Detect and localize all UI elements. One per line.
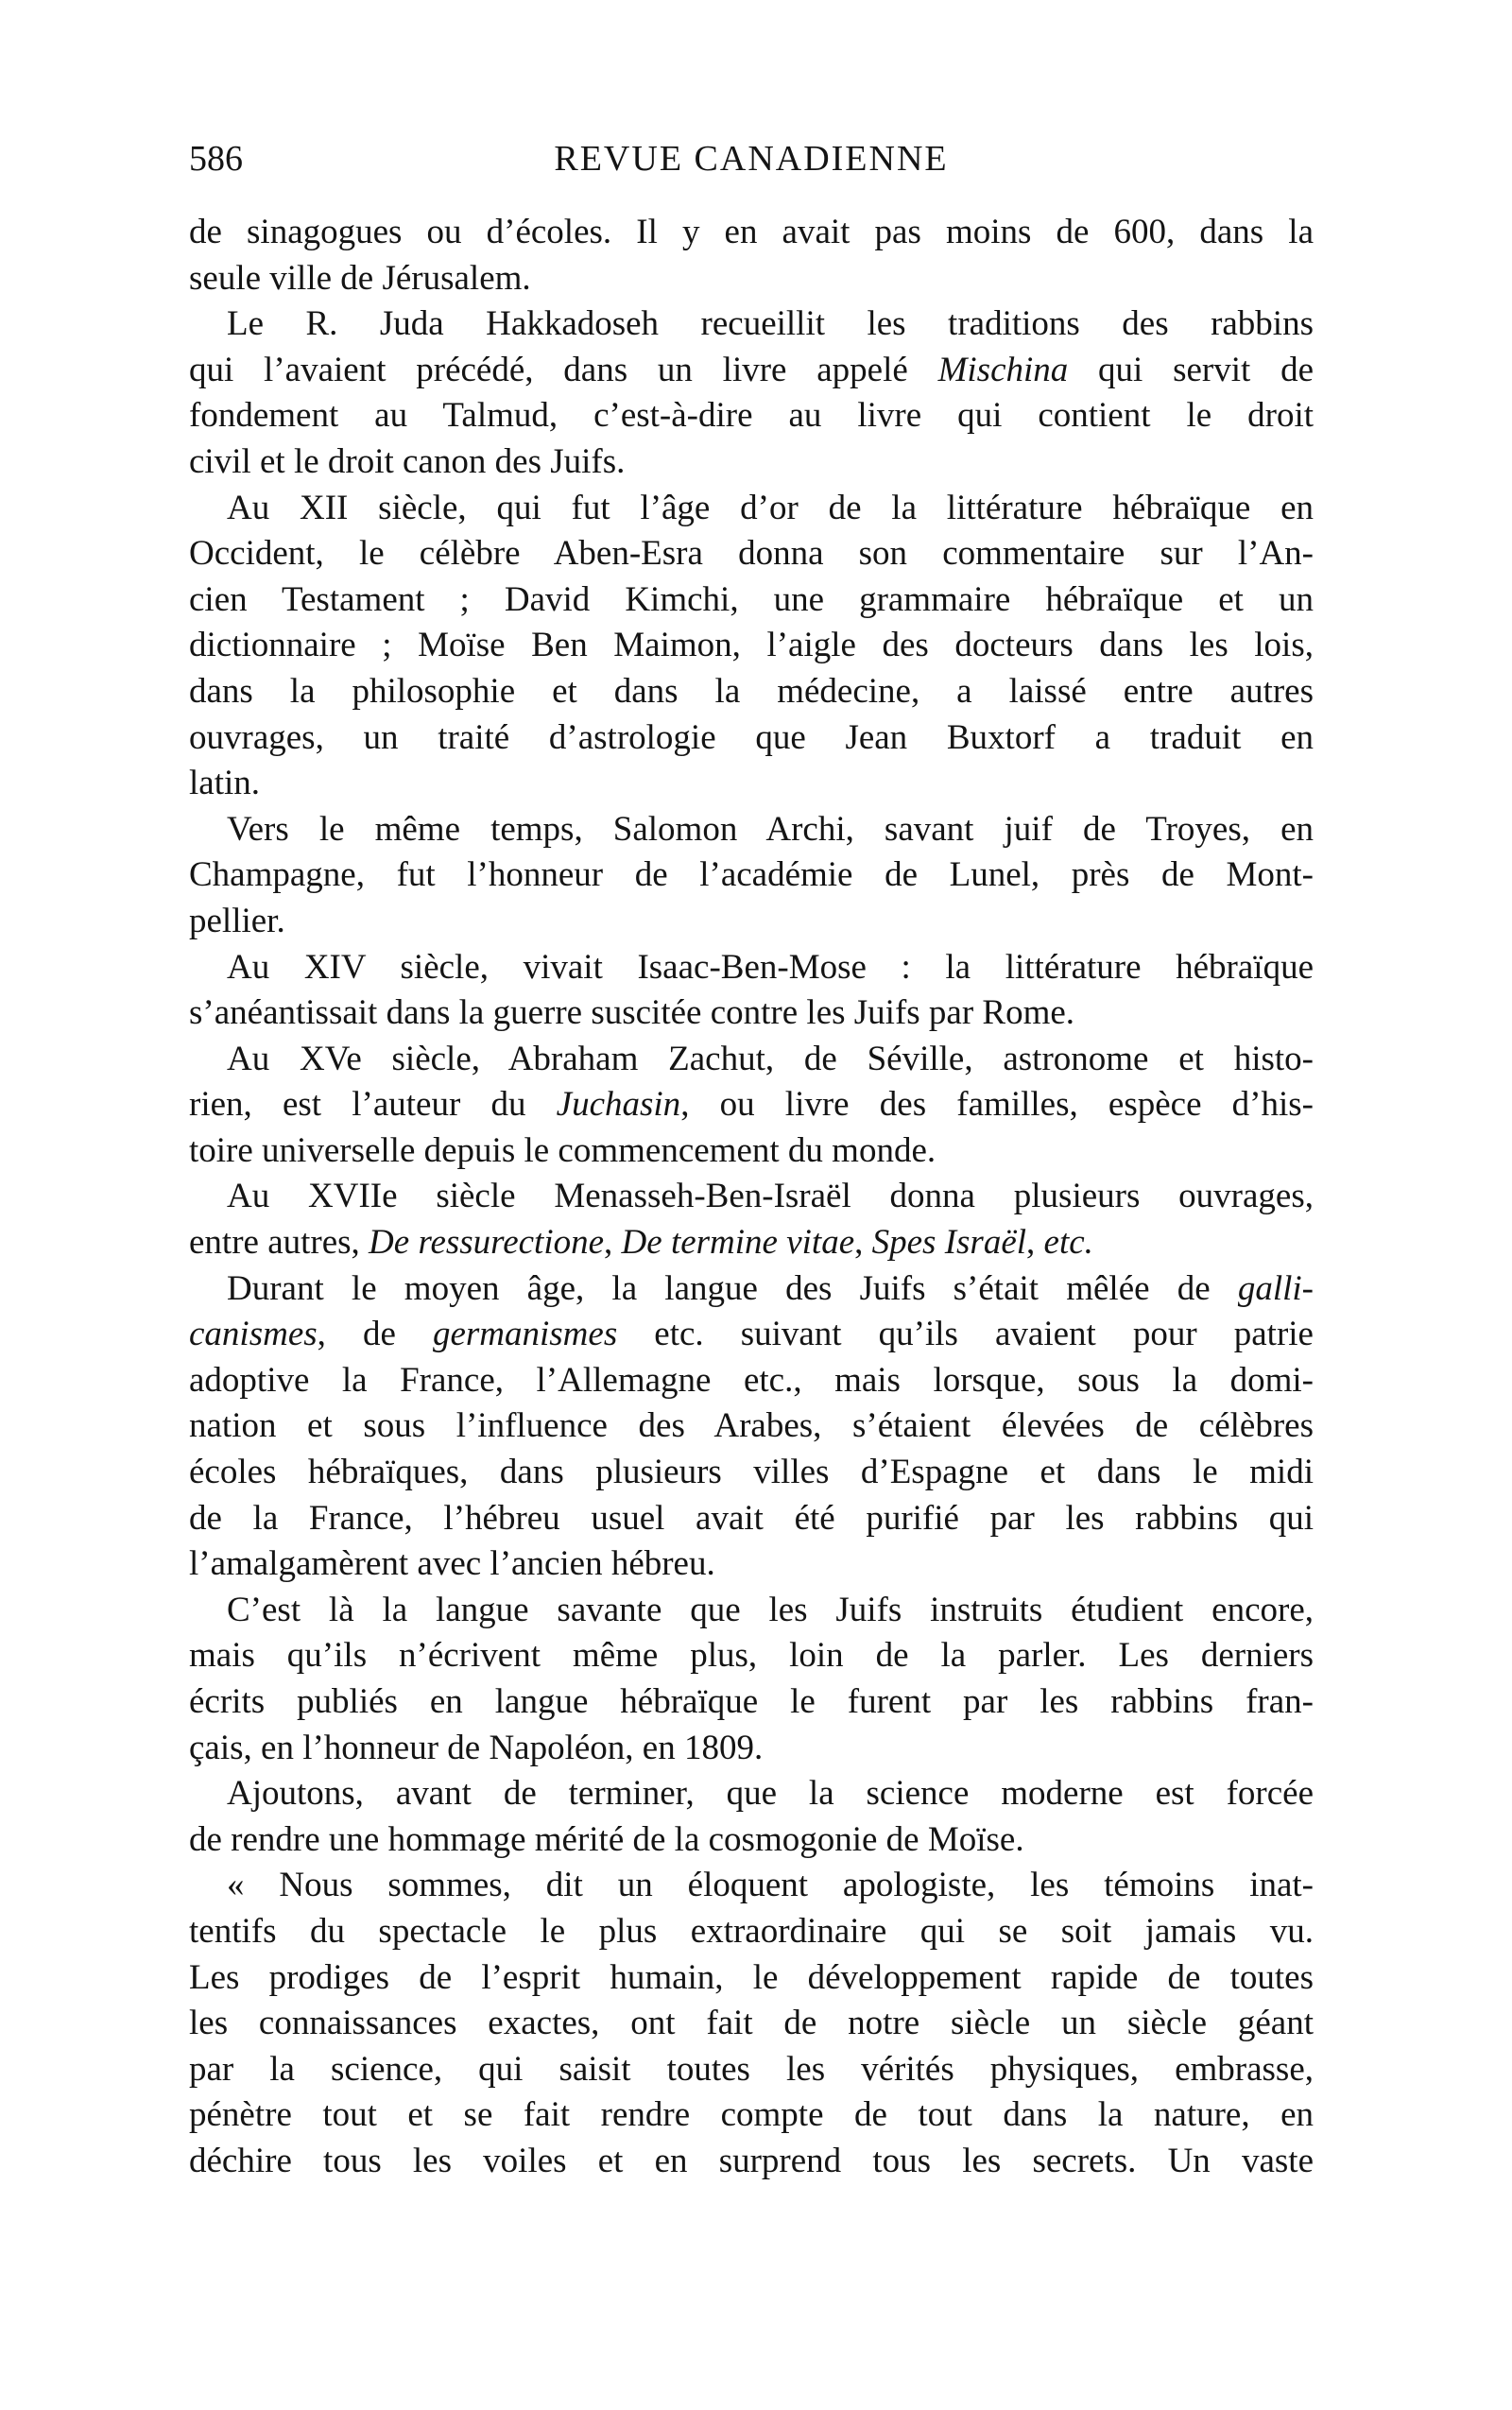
text-segment: Occident, le célèbre Aben-Esra donna son commentaire sur l’An- [189, 534, 1314, 574]
text-segment: de rendre une hommage mérité de la cosmogonie de Moïse. [189, 1819, 1024, 1859]
text-segment: pellier. [189, 901, 285, 940]
text-segment: çais, en l’honneur de Napoléon, en 1809. [189, 1728, 764, 1767]
text-segment: tentifs du spectacle le plus extraordinaire qui se soit jamais vu. [189, 1911, 1314, 1951]
text-line [189, 715, 1314, 762]
text-segment: écoles hébraïques, dans plusieurs villes d’Espagne et dans le midi [189, 1453, 1314, 1492]
italic-title: germanismes [432, 1315, 618, 1354]
text-segment: etc. suivant qu’ils avaient pour patrie [617, 1315, 1314, 1354]
text-line [189, 2047, 1314, 2093]
text-line [189, 1588, 1314, 1634]
text-segment: Le R. Juda Hakkadoseh recueillit les traditions des rabbins [227, 304, 1314, 344]
text-segment: écrits publiés en langue hébraïque le furent par les rabbins fran- [189, 1682, 1314, 1721]
text-line [189, 1312, 1314, 1358]
text-segment: , [604, 1223, 622, 1263]
text-line [189, 807, 1314, 853]
text-line [189, 486, 1314, 532]
text-line [189, 256, 1314, 302]
text-segment: Ajoutons, avant de terminer, que la science moderne est forcée [227, 1774, 1314, 1814]
text-segment: C’est là la langue savante que les Juifs instruits étudient encore, [227, 1590, 1314, 1629]
italic-title: Mischina [937, 350, 1069, 389]
text-segment: Au XII siècle, qui fut l’âge d’or de la littérature hébraïque en [227, 488, 1314, 527]
text-segment: cien Testament ; David Kimchi, une grammaire hébraïque et un [189, 579, 1314, 619]
text-line [189, 1817, 1314, 1864]
text-line [189, 531, 1314, 577]
italic-title: etc. [1043, 1223, 1093, 1263]
text-line [189, 1679, 1314, 1726]
text-line [189, 945, 1314, 991]
text-line [189, 210, 1314, 256]
text-segment: nation et sous l’influence des Arabes, s’étaient élevées de célèbres [189, 1406, 1314, 1446]
text-segment: mais qu’ils n’écrivent même plus, loin de la parler. Les derniers [189, 1636, 1314, 1676]
text-segment: , ou livre des familles, espèce d’his- [680, 1085, 1314, 1125]
text-segment: , [1026, 1223, 1044, 1263]
text-segment: ouvrages, un traité d’astrologie que Jean Buxtorf a traduit en [189, 717, 1314, 757]
text-line [189, 577, 1314, 624]
text-segment: entre autres, [189, 1223, 369, 1263]
text-segment: adoptive la France, l’Allemagne etc., mais lorsque, sous la domi- [189, 1360, 1314, 1400]
text-line [189, 899, 1314, 945]
text-segment: s’anéantissait dans la guerre suscitée contre les Juifs par Rome. [189, 993, 1075, 1033]
text-line [189, 1358, 1314, 1404]
text-segment: « Nous sommes, dit un éloquent apologiste, les témoins inat- [227, 1866, 1314, 1905]
text-segment: Durant le moyen âge, la langue des Juifs s’était mêlée de [227, 1268, 1238, 1308]
text-segment: Champagne, fut l’honneur de l’académie de Lunel, près de Mont- [189, 855, 1314, 895]
text-line [189, 1403, 1314, 1450]
text-segment: rien, est l’auteur du [189, 1085, 557, 1125]
text-segment: latin. [189, 764, 261, 803]
italic-title: De termine vitae [621, 1223, 855, 1263]
text-line [189, 1771, 1314, 1817]
text-line [189, 1909, 1314, 1955]
text-segment: de sinagogues ou d’écoles. Il y en avait pas moins de 600, dans la [189, 213, 1314, 251]
text-line [189, 439, 1314, 486]
text-line [189, 1633, 1314, 1679]
text-line [189, 1174, 1314, 1220]
body-text [189, 210, 1314, 2185]
text-line [189, 1496, 1314, 1542]
journal-title: REVUE CANADIENNE [554, 139, 949, 179]
text-line [189, 990, 1314, 1037]
text-line [189, 1037, 1314, 1083]
text-segment: Vers le même temps, Salomon Archi, savant juif de Troyes, en [227, 809, 1314, 849]
text-segment: Les prodiges de l’esprit humain, le développement rapide de toutes [189, 1957, 1314, 1997]
text-segment: Au XVIIe siècle Menasseh-Ben-Israël donna plusieurs ouvrages, [227, 1177, 1314, 1216]
italic-title: De ressurectione [369, 1223, 605, 1263]
italic-title: Spes Israël [871, 1223, 1027, 1263]
text-line [189, 1220, 1314, 1266]
text-line [189, 2092, 1314, 2139]
italic-title: Juchasin [556, 1085, 681, 1125]
text-segment: déchire tous les voiles et en surprend tous les secrets. Un vaste [189, 2141, 1314, 2180]
text-line [189, 1082, 1314, 1128]
text-segment: qui servit de [1068, 350, 1314, 389]
text-segment: les connaissances exactes, ont fait de notre siècle un siècle géant [189, 2004, 1314, 2043]
text-segment: civil et le droit canon des Juifs. [189, 441, 626, 481]
text-line [189, 348, 1314, 394]
text-segment: qui l’avaient précédé, dans un livre appelé [189, 350, 938, 389]
text-line [189, 623, 1314, 669]
text-line [189, 1541, 1314, 1588]
text-segment: dictionnaire ; Moïse Ben Maimon, l’aigle des docteurs dans les lois, [189, 626, 1314, 665]
text-line [189, 761, 1314, 807]
text-segment: de la France, l’hébreu usuel avait été purifié par les rabbins qui [189, 1498, 1314, 1538]
text-line [189, 2139, 1314, 2185]
text-segment: Au XVe siècle, Abraham Zachut, de Séville, astronome et histo- [227, 1039, 1314, 1078]
text-line [189, 1726, 1314, 1772]
text-segment: par la science, qui saisit toutes les vérités physiques, embrasse, [189, 2049, 1314, 2089]
text-line [189, 1128, 1314, 1175]
text-line [189, 1863, 1314, 1909]
text-line [189, 669, 1314, 715]
text-line [189, 393, 1314, 439]
text-segment: Au XIV siècle, vivait Isaac-Ben-Mose : la littérature hébraïque [227, 947, 1314, 987]
page-number: 586 [189, 139, 243, 179]
text-segment: fondement au Talmud, c’est-à-dire au livre qui contient le droit [189, 396, 1314, 436]
italic-title: canismes [189, 1315, 318, 1354]
text-segment: , [854, 1223, 872, 1263]
text-segment: , de [317, 1315, 433, 1354]
text-line [189, 2001, 1314, 2047]
text-segment: seule ville de Jérusalem. [189, 258, 531, 298]
text-line [189, 1450, 1314, 1496]
text-line [189, 301, 1314, 348]
text-segment: dans la philosophie et dans la médecine, a laissé entre autres [189, 671, 1314, 711]
italic-title: galli- [1237, 1268, 1314, 1308]
text-line [189, 1955, 1314, 2002]
text-line [189, 1266, 1314, 1313]
text-segment: pénètre tout et se fait rendre compte de tout dans la nature, en [189, 2095, 1314, 2135]
text-segment: l’amalgamèrent avec l’ancien hébreu. [189, 1544, 715, 1584]
text-line [189, 852, 1314, 899]
text-segment: toire universelle depuis le commencement du monde. [189, 1130, 936, 1170]
running-head [189, 132, 1314, 185]
